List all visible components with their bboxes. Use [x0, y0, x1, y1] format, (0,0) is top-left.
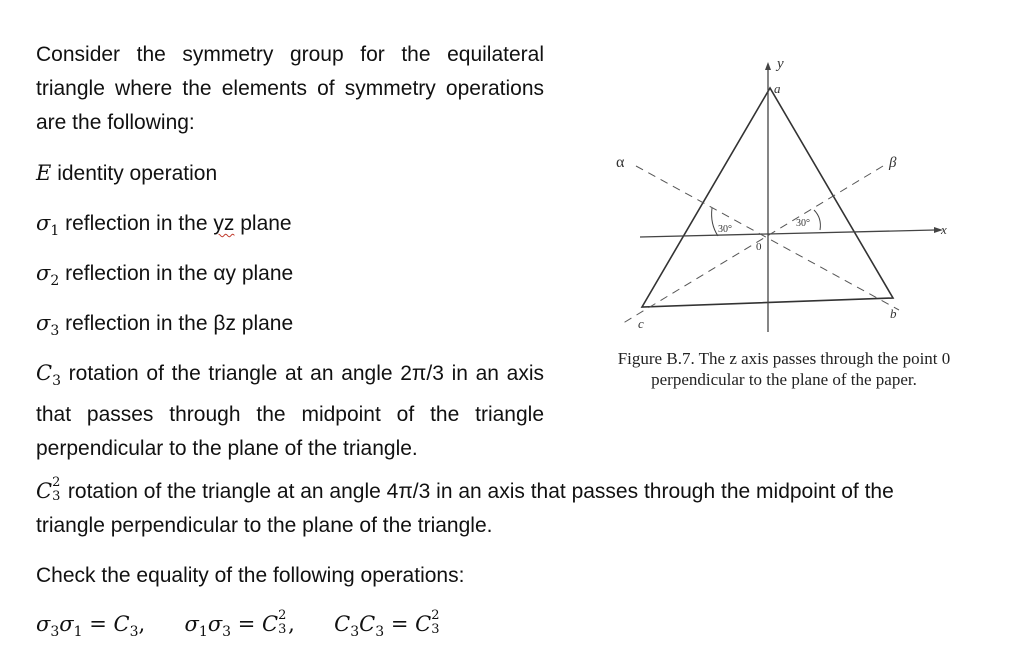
eq1-lhs-b-idx: 1: [73, 624, 83, 640]
label-x: x: [941, 222, 947, 237]
label-beta: β: [889, 155, 897, 171]
identity-description: identity operation: [57, 162, 218, 185]
label-origin: 0: [756, 241, 762, 253]
sigma1-description-start: reflection in the: [65, 212, 208, 235]
label-angle-left: 30°: [718, 224, 732, 235]
operation-c3-squared: [36, 474, 936, 543]
sigma3-index: 3: [50, 323, 60, 339]
intro-paragraph: Consider the symmetry group for the equilateral triangle where the elements of symmetry operations are the following:: [36, 43, 544, 134]
c3-index: 3: [52, 373, 61, 389]
eq2-rhs: C: [262, 612, 279, 636]
equations-line: [36, 607, 441, 649]
eq3-lhs-b: C: [359, 612, 376, 636]
c3-description: rotation of the triangle at an angle 2π/3 in an axis that passes through the midpoint of the triangle perpendicular to the plane of the triangle.: [36, 362, 544, 460]
eq3-rhs-idx: 3: [431, 622, 440, 637]
identity-symbol: E: [36, 161, 52, 185]
equation-1: $\sigma_3\sigma_1 = C_3$,: [36, 612, 146, 640]
operation-c3: [36, 356, 544, 466]
figure-caption: Figure B.7. The z axis passes through the point 0 perpendicular to the plane of the paper.: [617, 349, 951, 389]
label-alpha: α: [616, 154, 625, 171]
eq1-rhs: C: [113, 612, 130, 636]
eq3-lhs-a: C: [334, 612, 351, 636]
c3-symbol: C: [36, 361, 53, 385]
c3sq-power: 2: [52, 475, 61, 490]
sigma1-plane: yz: [213, 212, 235, 235]
eq3-lhs-b-idx: 3: [375, 624, 385, 640]
eq2-rhs-pow: 2: [278, 608, 287, 623]
label-y: y: [777, 56, 784, 72]
sigma2-symbol: σ: [36, 261, 51, 285]
c3sq-description: rotation of the triangle at an angle 4π/3 in an axis that passes through the midpoint of the triangle perpendicular to the plane of the triangle.: [36, 480, 894, 537]
label-b: b: [890, 306, 897, 321]
sigma2-description: reflection in the αy plane: [65, 262, 294, 285]
sigma3-description: reflection in the βz plane: [65, 312, 294, 335]
operation-identity: [36, 156, 217, 191]
sigma2-index: 2: [50, 273, 60, 289]
c3sq-symbol: C: [36, 479, 53, 503]
label-angle-right: 30°: [796, 218, 810, 229]
eq2-lhs-b: σ: [207, 612, 223, 636]
c3sq-index: 3: [52, 489, 61, 504]
eq3-rhs-pow: 2: [431, 608, 440, 623]
eq3-lhs-a-idx: 3: [350, 624, 360, 640]
eq1-lhs-a-idx: 3: [50, 624, 60, 640]
sigma1-symbol: σ: [36, 211, 51, 235]
eq1-lhs-b: σ: [59, 612, 74, 636]
sigma3-symbol: σ: [36, 311, 51, 335]
eq2-lhs-b-idx: 3: [222, 624, 232, 640]
triangle-figure: [600, 40, 980, 350]
equation-3: $C_3C_3 = C$ 2 3: [334, 608, 440, 640]
sigma1-index: 1: [50, 223, 60, 239]
label-a: a: [774, 81, 781, 96]
eq3-rhs: C: [415, 612, 432, 636]
operation-sigma1: [36, 206, 292, 248]
right-angle-arc: [814, 210, 820, 230]
label-c: c: [638, 316, 644, 331]
check-instruction: Check the equality of the following operations:: [36, 564, 465, 587]
operation-sigma3: [36, 306, 293, 348]
y-axis-arrow: [765, 62, 771, 70]
sigma1-description-end: plane: [240, 212, 292, 235]
eq2-lhs-a: σ: [184, 612, 199, 636]
beta-axis-line: [620, 166, 883, 325]
equation-2: $\sigma_1\sigma_3 = C$ 2 3 ,: [184, 608, 295, 640]
eq1-rhs-idx: 3: [129, 624, 139, 640]
operation-sigma2: [36, 256, 293, 298]
eq2-lhs-a-idx: 1: [198, 624, 208, 640]
eq2-rhs-idx: 3: [278, 622, 287, 637]
eq1-lhs-a: σ: [36, 612, 51, 636]
